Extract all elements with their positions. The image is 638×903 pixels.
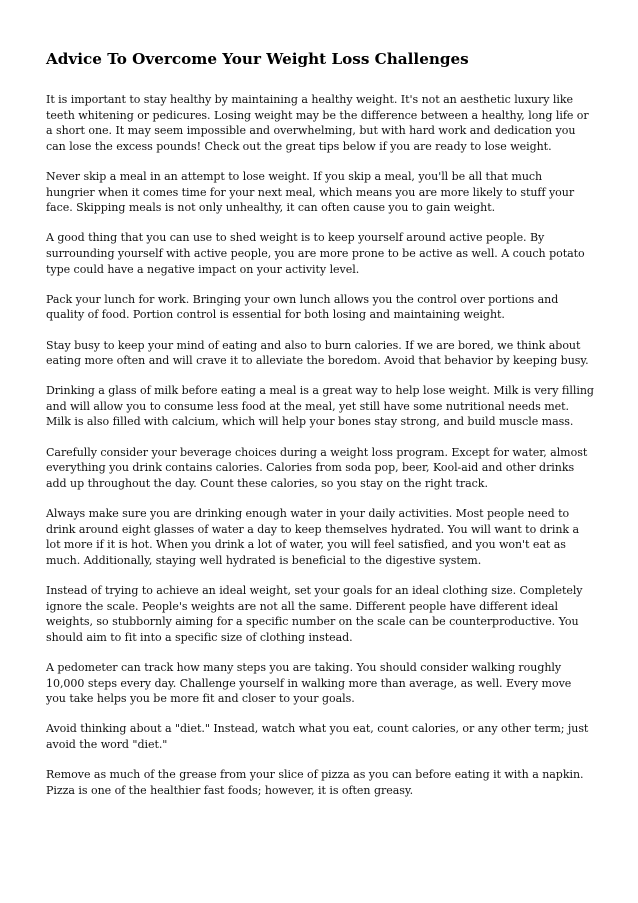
paragraph-stay-busy: Stay busy to keep your mind of eating and also to burn calories. If we are bored, we think about eating more often and will crave it to alleviate the boredom. Avoid that behavior by keeping busy. <box>46 338 589 368</box>
paragraph-skip-meal: Never skip a meal in an attempt to lose weight. If you skip a meal, you'll be all that much hungrier when it comes time for your next meal, which means you are more likely to stuff your face. Skipping meals is not only unhealthy, it can often cause you to gain weight. <box>46 169 575 215</box>
paragraph-avoid-diet: Avoid thinking about a "diet." Instead, watch what you eat, count calories, or any other term; just avoid the word "diet." <box>46 722 589 751</box>
paragraph-milk: Drinking a glass of milk before eating a meal is a great way to help lose weight. Milk is very filling and will allow you to consume less food at the meal, yet still have some nutritional needs met. Milk is also filled with calcium, which will help your bones stay strong, and build muscle mass. <box>46 384 594 429</box>
document-page <box>46 48 594 813</box>
paragraph-pack-lunch: Pack your lunch for work. Bringing your own lunch allows you the control over portions and quality of food. Portion control is essential for both losing and maintaining weight. <box>46 292 559 322</box>
paragraph-intro: It is important to stay healthy by maintaining a healthy weight. It's not an aesthetic luxury like teeth whitening or pedicures. Losing weight may be the difference between a healthy, long life or a short one. It may seem impossible and overwhelming, but with hard work and dedication you can lose the excess pounds! Check out the great tips below if you are ready to lose weight. <box>46 93 589 153</box>
paragraph-active-people: A good thing that you can use to shed weight is to keep yourself around active people. By surrounding yourself with active people, you are more prone to be active as well. A couch potato type could have a negative impact on your activity level. <box>46 231 585 276</box>
document-title: Advice To Overcome Your Weight Loss Challenges <box>46 50 469 68</box>
paragraph-beverages: Carefully consider your beverage choices during a weight loss program. Except for water, almost everything you drink contains calories. Calories from soda pop, beer, Kool-aid and other drinks add up throughout the day. Count these calories, so you stay on the right track. <box>46 445 588 490</box>
paragraph-pizza: Remove as much of the grease from your slice of pizza as you can before eating it with a napkin. Pizza is one of the healthier fast foods; however, it is often greasy. <box>46 768 584 797</box>
paragraph-clothing-size: Instead of trying to achieve an ideal weight, set your goals for an ideal clothing size. Completely ignore the scale. People's weights are not all the same. Different people have different ideal weights, so stubbornly aiming for a specific number on the scale can be counterproductive. You should aim to fit into a specific size of clothing instead. <box>46 584 583 644</box>
paragraph-pedometer: A pedometer can track how many steps you are taking. You should consider walking roughly 10,000 steps every day. Challenge yourself in walking more than average, as well. Every move you take helps you be more fit and closer to your goals. <box>46 660 572 706</box>
paragraph-water: Always make sure you are drinking enough water in your daily activities. Most people need to drink around eight glasses of water a day to keep themselves hydrated. You will want to drink a lot more if it is hot. When you drink a lot of water, you will feel satisfied, and you won't eat as much. Additionally, staying well hydrated is beneficial to the digestive system. <box>46 507 580 567</box>
